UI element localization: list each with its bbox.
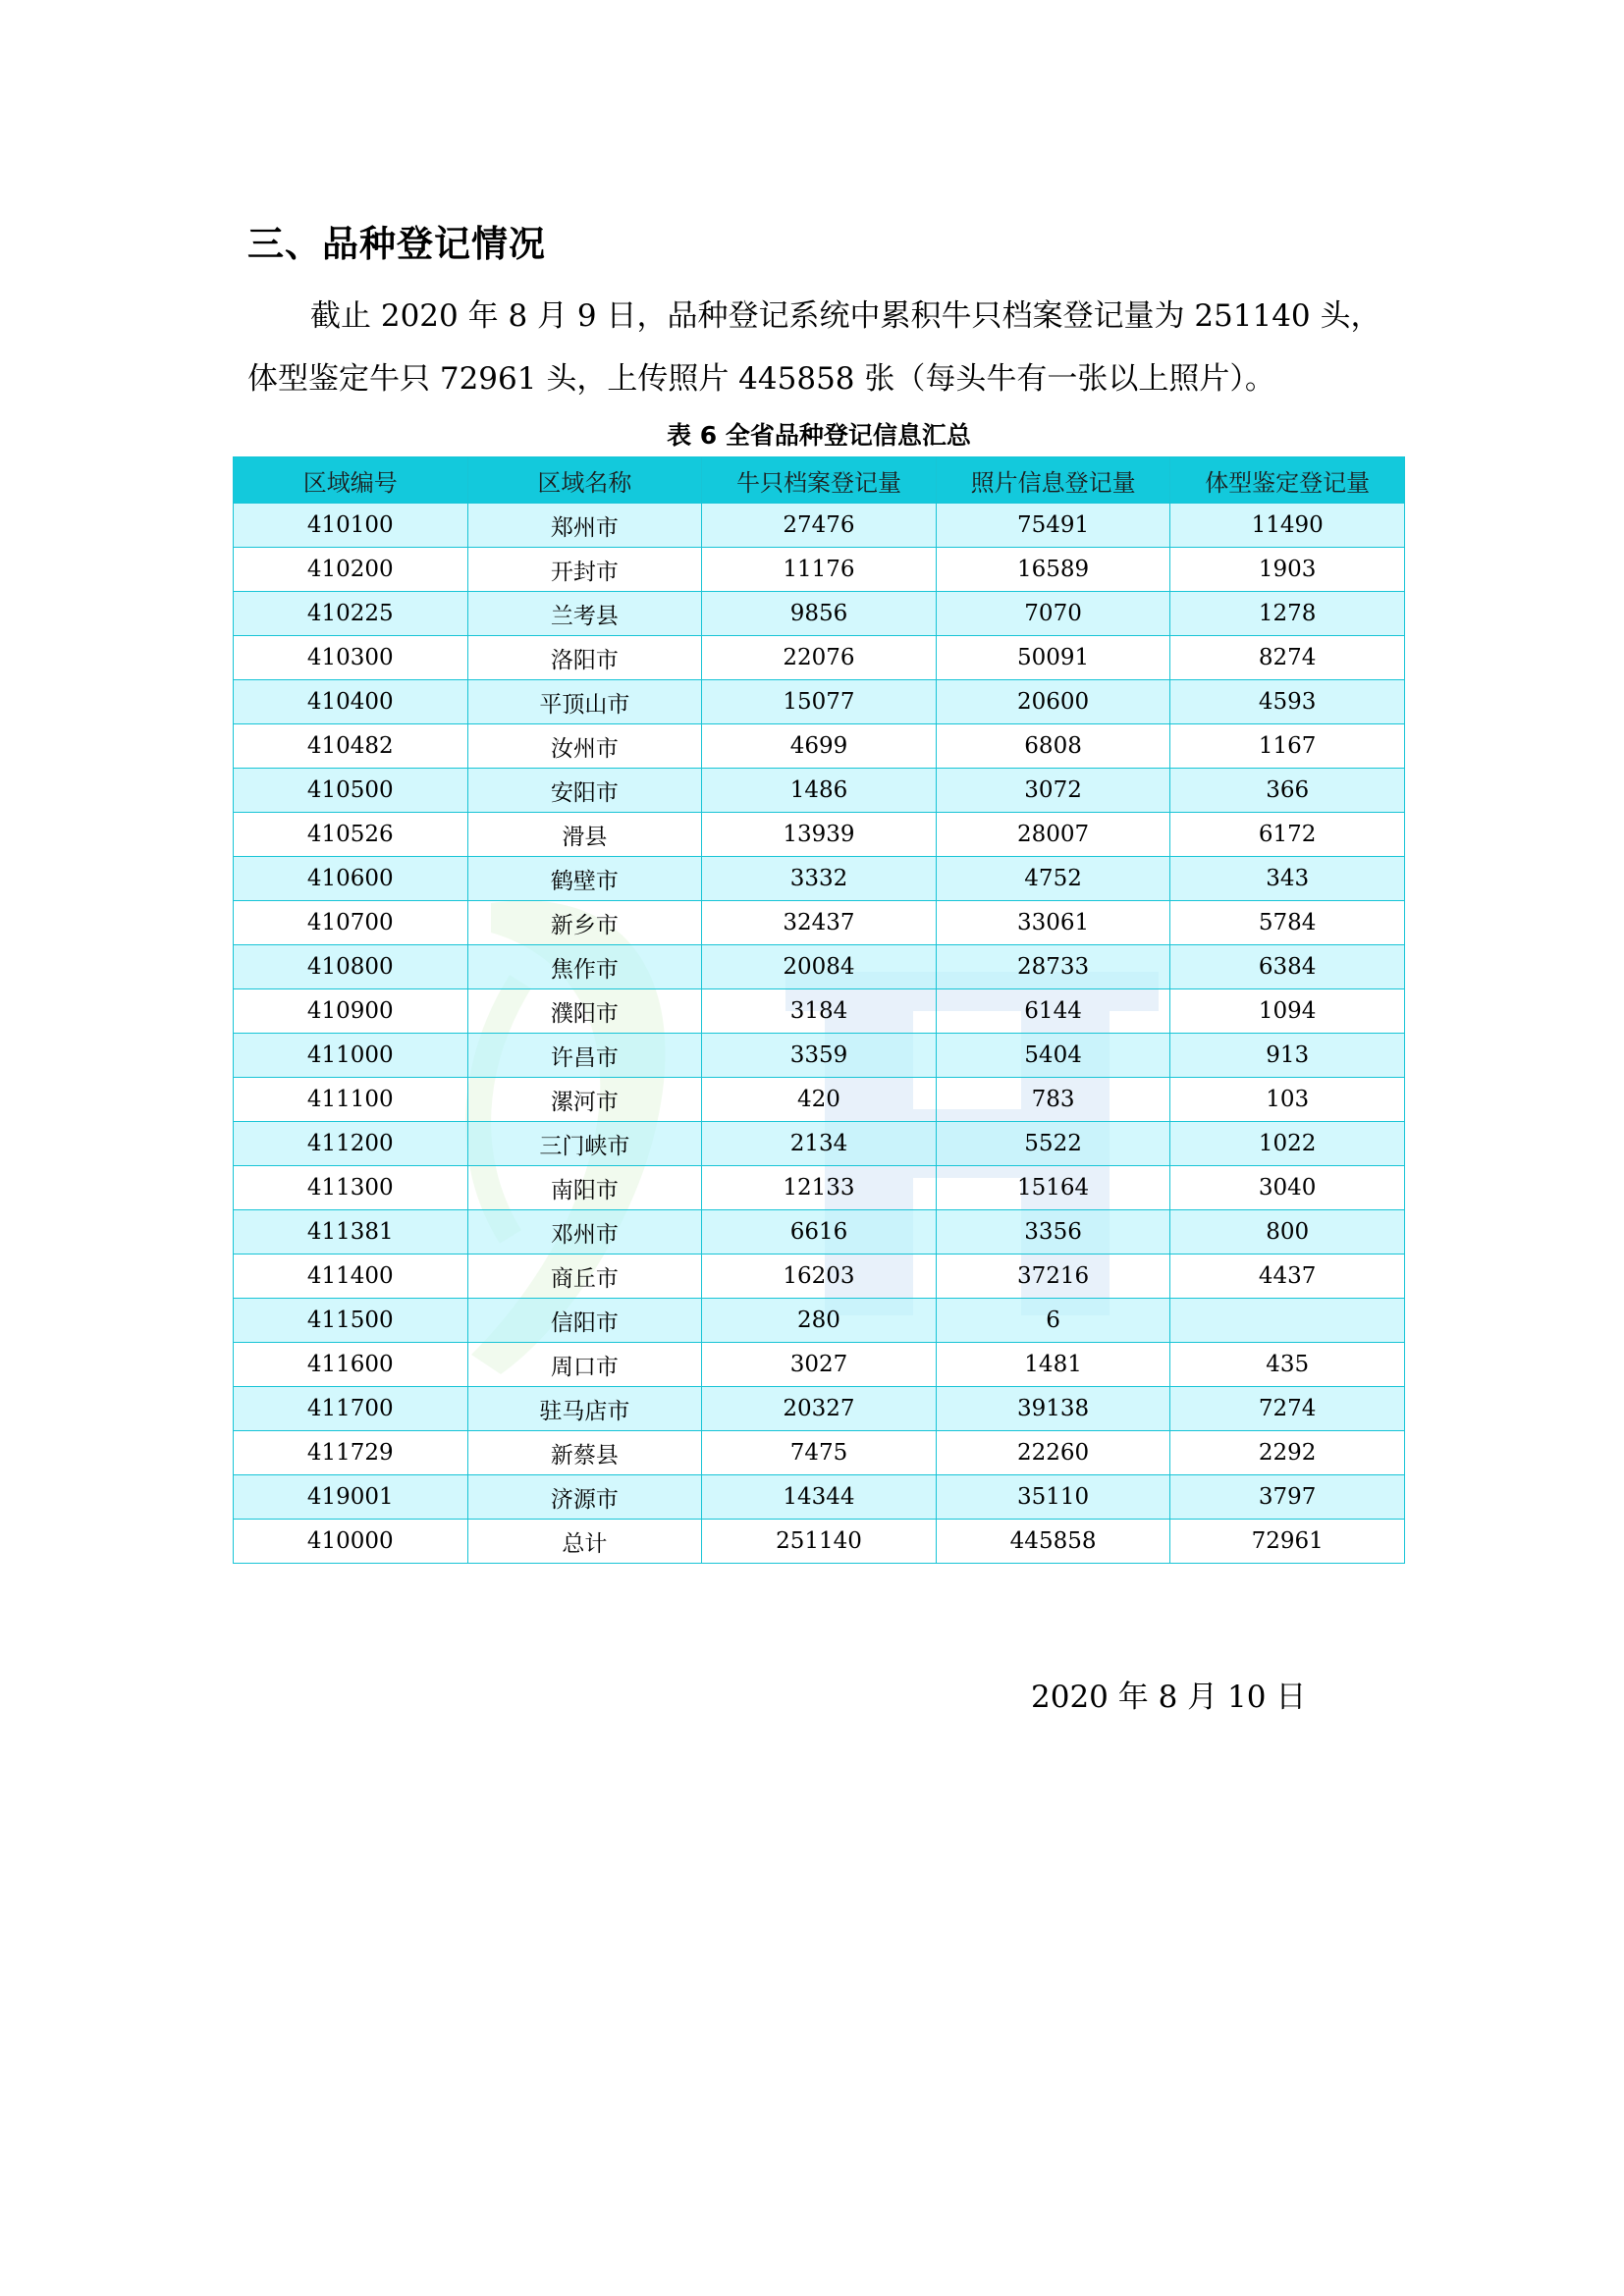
- cell-body-type-records: 72961: [1170, 1520, 1405, 1564]
- cell-body-type-records: 2292: [1170, 1431, 1405, 1475]
- table-row: [234, 1166, 1405, 1210]
- cell-body-type-records: 5784: [1170, 901, 1405, 945]
- cell-region-code: 410482: [234, 724, 468, 769]
- cell-cattle-records: 14344: [702, 1475, 937, 1520]
- cell-region-code: 410600: [234, 857, 468, 901]
- cell-body-type-records: 8274: [1170, 636, 1405, 680]
- cell-region-code: 410000: [234, 1520, 468, 1564]
- cell-body-type-records: 1278: [1170, 592, 1405, 636]
- cell-photo-records: 6144: [936, 989, 1170, 1034]
- cell-region-code: 411200: [234, 1122, 468, 1166]
- cell-region-name: 三门峡市: [467, 1122, 702, 1166]
- table-row: [234, 1255, 1405, 1299]
- cell-photo-records: 5404: [936, 1034, 1170, 1078]
- header-body-type-records: 体型鉴定登记量: [1170, 457, 1405, 504]
- cell-cattle-records: 16203: [702, 1255, 937, 1299]
- cell-cattle-records: 11176: [702, 548, 937, 592]
- table-row: [234, 1343, 1405, 1387]
- cell-photo-records: 22260: [936, 1431, 1170, 1475]
- cell-cattle-records: 251140: [702, 1520, 937, 1564]
- table-row: [234, 1431, 1405, 1475]
- cell-body-type-records: 343: [1170, 857, 1405, 901]
- cell-body-type-records: 11490: [1170, 504, 1405, 548]
- cell-photo-records: 33061: [936, 901, 1170, 945]
- table-header-row: [234, 457, 1405, 504]
- table-row: [234, 945, 1405, 989]
- cell-body-type-records: 913: [1170, 1034, 1405, 1078]
- table-row: [234, 769, 1405, 813]
- cell-photo-records: 75491: [936, 504, 1170, 548]
- cell-body-type-records: [1170, 1299, 1405, 1343]
- cell-region-code: 410300: [234, 636, 468, 680]
- table-row: [234, 1078, 1405, 1122]
- cell-cattle-records: 32437: [702, 901, 937, 945]
- registration-table: [233, 456, 1405, 1564]
- cell-photo-records: 445858: [936, 1520, 1170, 1564]
- cell-cattle-records: 15077: [702, 680, 937, 724]
- cell-region-name: 济源市: [467, 1475, 702, 1520]
- cell-region-name: 平顶山市: [467, 680, 702, 724]
- cell-cattle-records: 2134: [702, 1122, 937, 1166]
- cell-cattle-records: 3359: [702, 1034, 937, 1078]
- cell-body-type-records: 1167: [1170, 724, 1405, 769]
- cell-cattle-records: 3184: [702, 989, 937, 1034]
- cell-region-code: 410100: [234, 504, 468, 548]
- cell-region-name: 新乡市: [467, 901, 702, 945]
- summary-paragraph-line-1: 截止 2020 年 8 月 9 日，品种登记系统中累积牛只档案登记量为 251140 头，: [310, 298, 1381, 334]
- cell-photo-records: 3072: [936, 769, 1170, 813]
- summary-paragraph-line-2: 体型鉴定牛只 72961 头，上传照片 445858 张（每头牛有一张以上照片）。: [247, 361, 1275, 397]
- cell-region-code: 411500: [234, 1299, 468, 1343]
- cell-body-type-records: 435: [1170, 1343, 1405, 1387]
- cell-region-name: 信阳市: [467, 1299, 702, 1343]
- table-row: [234, 636, 1405, 680]
- cell-region-name: 驻马店市: [467, 1387, 702, 1431]
- cell-region-name: 邓州市: [467, 1210, 702, 1255]
- table-row: [234, 1210, 1405, 1255]
- cell-body-type-records: 103: [1170, 1078, 1405, 1122]
- cell-body-type-records: 366: [1170, 769, 1405, 813]
- cell-photo-records: 7070: [936, 592, 1170, 636]
- cell-region-code: 411100: [234, 1078, 468, 1122]
- cell-photo-records: 28733: [936, 945, 1170, 989]
- table-row: [234, 901, 1405, 945]
- cell-region-code: 410225: [234, 592, 468, 636]
- header-region-code: 区域编号: [234, 457, 468, 504]
- cell-region-code: 411000: [234, 1034, 468, 1078]
- cell-region-name: 鹤壁市: [467, 857, 702, 901]
- cell-region-code: 410800: [234, 945, 468, 989]
- cell-photo-records: 783: [936, 1078, 1170, 1122]
- cell-region-name: 开封市: [467, 548, 702, 592]
- cell-region-code: 410900: [234, 989, 468, 1034]
- cell-cattle-records: 420: [702, 1078, 937, 1122]
- cell-region-code: 419001: [234, 1475, 468, 1520]
- cell-region-code: 410200: [234, 548, 468, 592]
- cell-cattle-records: 3027: [702, 1343, 937, 1387]
- cell-photo-records: 4752: [936, 857, 1170, 901]
- cell-region-name: 周口市: [467, 1343, 702, 1387]
- cell-photo-records: 16589: [936, 548, 1170, 592]
- cell-region-name: 南阳市: [467, 1166, 702, 1210]
- table-row: [234, 1122, 1405, 1166]
- cell-region-code: 411300: [234, 1166, 468, 1210]
- table-row: [234, 1475, 1405, 1520]
- cell-photo-records: 50091: [936, 636, 1170, 680]
- cell-cattle-records: 27476: [702, 504, 937, 548]
- cell-cattle-records: 20327: [702, 1387, 937, 1431]
- table-row: [234, 592, 1405, 636]
- cell-photo-records: 37216: [936, 1255, 1170, 1299]
- cell-photo-records: 39138: [936, 1387, 1170, 1431]
- cell-region-name: 总计: [467, 1520, 702, 1564]
- cell-photo-records: 15164: [936, 1166, 1170, 1210]
- table-row: [234, 724, 1405, 769]
- cell-region-name: 许昌市: [467, 1034, 702, 1078]
- cell-region-code: 411700: [234, 1387, 468, 1431]
- cell-region-code: 411600: [234, 1343, 468, 1387]
- cell-region-code: 410400: [234, 680, 468, 724]
- cell-body-type-records: 1022: [1170, 1122, 1405, 1166]
- cell-photo-records: 6808: [936, 724, 1170, 769]
- cell-photo-records: 6: [936, 1299, 1170, 1343]
- table-row: [234, 857, 1405, 901]
- cell-body-type-records: 3040: [1170, 1166, 1405, 1210]
- cell-region-code: 410700: [234, 901, 468, 945]
- table-row: [234, 1387, 1405, 1431]
- cell-region-name: 滑县: [467, 813, 702, 857]
- cell-region-code: 411381: [234, 1210, 468, 1255]
- cell-cattle-records: 20084: [702, 945, 937, 989]
- cell-body-type-records: 800: [1170, 1210, 1405, 1255]
- cell-cattle-records: 7475: [702, 1431, 937, 1475]
- table-row: [234, 813, 1405, 857]
- section-heading: 三、品种登记情况: [247, 223, 546, 265]
- cell-region-name: 商丘市: [467, 1255, 702, 1299]
- table-row: [234, 1034, 1405, 1078]
- cell-cattle-records: 12133: [702, 1166, 937, 1210]
- cell-body-type-records: 6172: [1170, 813, 1405, 857]
- cell-region-name: 郑州市: [467, 504, 702, 548]
- cell-cattle-records: 1486: [702, 769, 937, 813]
- cell-region-name: 漯河市: [467, 1078, 702, 1122]
- header-cattle-records: 牛只档案登记量: [702, 457, 937, 504]
- cell-body-type-records: 4593: [1170, 680, 1405, 724]
- table-row: [234, 1299, 1405, 1343]
- table-row: [234, 680, 1405, 724]
- table-total-row: [234, 1520, 1405, 1564]
- cell-photo-records: 3356: [936, 1210, 1170, 1255]
- cell-region-name: 濮阳市: [467, 989, 702, 1034]
- cell-cattle-records: 13939: [702, 813, 937, 857]
- cell-body-type-records: 4437: [1170, 1255, 1405, 1299]
- document-date: 2020 年 8 月 10 日: [1031, 1680, 1307, 1715]
- cell-body-type-records: 3797: [1170, 1475, 1405, 1520]
- header-photo-records: 照片信息登记量: [936, 457, 1170, 504]
- cell-photo-records: 5522: [936, 1122, 1170, 1166]
- cell-photo-records: 28007: [936, 813, 1170, 857]
- cell-photo-records: 35110: [936, 1475, 1170, 1520]
- table-row: [234, 989, 1405, 1034]
- cell-cattle-records: 6616: [702, 1210, 937, 1255]
- cell-body-type-records: 1903: [1170, 548, 1405, 592]
- cell-region-name: 新蔡县: [467, 1431, 702, 1475]
- table-caption: 表 6 全省品种登记信息汇总: [667, 421, 971, 450]
- cell-region-name: 焦作市: [467, 945, 702, 989]
- header-region-name: 区域名称: [467, 457, 702, 504]
- cell-body-type-records: 1094: [1170, 989, 1405, 1034]
- cell-photo-records: 20600: [936, 680, 1170, 724]
- table-body: [234, 504, 1405, 1564]
- cell-region-code: 410526: [234, 813, 468, 857]
- cell-region-code: 411729: [234, 1431, 468, 1475]
- cell-region-name: 兰考县: [467, 592, 702, 636]
- cell-body-type-records: 6384: [1170, 945, 1405, 989]
- cell-region-name: 安阳市: [467, 769, 702, 813]
- cell-photo-records: 1481: [936, 1343, 1170, 1387]
- cell-cattle-records: 3332: [702, 857, 937, 901]
- cell-cattle-records: 4699: [702, 724, 937, 769]
- cell-cattle-records: 22076: [702, 636, 937, 680]
- table-row: [234, 504, 1405, 548]
- cell-region-name: 汝州市: [467, 724, 702, 769]
- cell-cattle-records: 280: [702, 1299, 937, 1343]
- cell-region-code: 410500: [234, 769, 468, 813]
- table-row: [234, 548, 1405, 592]
- cell-region-code: 411400: [234, 1255, 468, 1299]
- cell-body-type-records: 7274: [1170, 1387, 1405, 1431]
- cell-region-name: 洛阳市: [467, 636, 702, 680]
- cell-cattle-records: 9856: [702, 592, 937, 636]
